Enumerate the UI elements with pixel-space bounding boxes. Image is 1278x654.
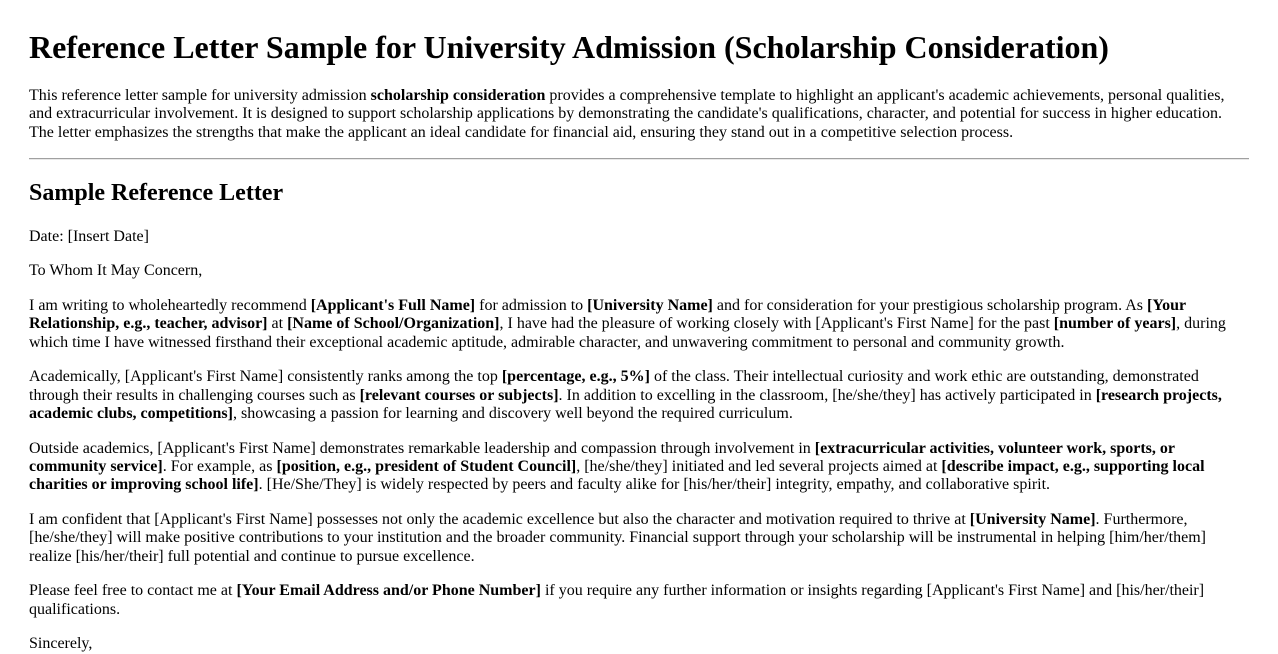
letter-closing: Sincerely, [29, 635, 93, 653]
section-heading: Sample Reference Letter [29, 180, 284, 207]
page-title: Reference Letter Sample for University Admission (Scholarship Consideration) [29, 29, 1109, 65]
document-page [29, 29, 1249, 654]
letter-paragraph-extracurricular: Outside academics, [Applicant's First Name] demonstrates remarkable leadership and compassion through involvement in [extracurricular activities, volunteer work, sports, or community service]. For example, as [position, e.g., president of Student Council], [he/she/they] initiated and led several projects aimed at [describe impact, e.g., supporting local charities or improving school life]. [He/She/They] is widely respected by peers and faculty alike for [his/her/their] integrity, empathy, and collaborative spirit. [29, 439, 1205, 494]
letter-salutation: To Whom It May Concern, [29, 262, 203, 280]
section-divider [29, 158, 1249, 160]
letter-date-line: Date: [Insert Date] [29, 227, 149, 245]
letter-paragraph-recommendation: I am writing to wholeheartedly recommend [Applicant's Full Name] for admission to [University Name] and for consideration for your prestigious scholarship program. As [Your Relationship, e.g., teacher, advisor] at [Name of School/Organization], I have had the pleasure of working closely with [Applicant's First Name] for the past [number of years], during which time I have witnessed firsthand their exceptional academic aptitude, admirable character, and unwavering commitment to personal and community growth. [29, 296, 1226, 351]
letter-paragraph-confidence: I am confident that [Applicant's First Name] possesses not only the academic excellence but also the character and motivation required to thrive at [University Name]. Furthermore, [he/she/they] will make positive contributions to your institution and the broader community. Financial support through your scholarship will be instrumental in helping [him/her/them] realize [his/her/their] full potential and continue to pursue excellence. [29, 510, 1206, 565]
letter-paragraph-academics: Academically, [Applicant's First Name] consistently ranks among the top [percentage, e.g., 5%] of the class. Their intellectual curiosity and work ethic are outstanding, demonstrated through their results in challenging courses such as [relevant courses or subjects]. In addition to excelling in the classroom, [he/she/they] has actively participated in [research projects, academic clubs, competitions], showcasing a passion for learning and discovery well beyond the required curriculum. [29, 368, 1222, 423]
intro-paragraph: This reference letter sample for university admission scholarship consideration provides a comprehensive template to highlight an applicant's academic achievements, personal qualities, and extracurricular involvement. It is designed to support scholarship applications by demonstrating the candidate's qualifications, character, and potential for success in higher education. The letter emphasizes the strengths that make the applicant an ideal candidate for financial aid, ensuring they stand out in a competitive selection process. [29, 86, 1225, 141]
letter-paragraph-contact: Please feel free to contact me at [Your Email Address and/or Phone Number] if you require any further information or insights regarding [Applicant's First Name] and [his/her/their] qualifications. [29, 582, 1205, 618]
